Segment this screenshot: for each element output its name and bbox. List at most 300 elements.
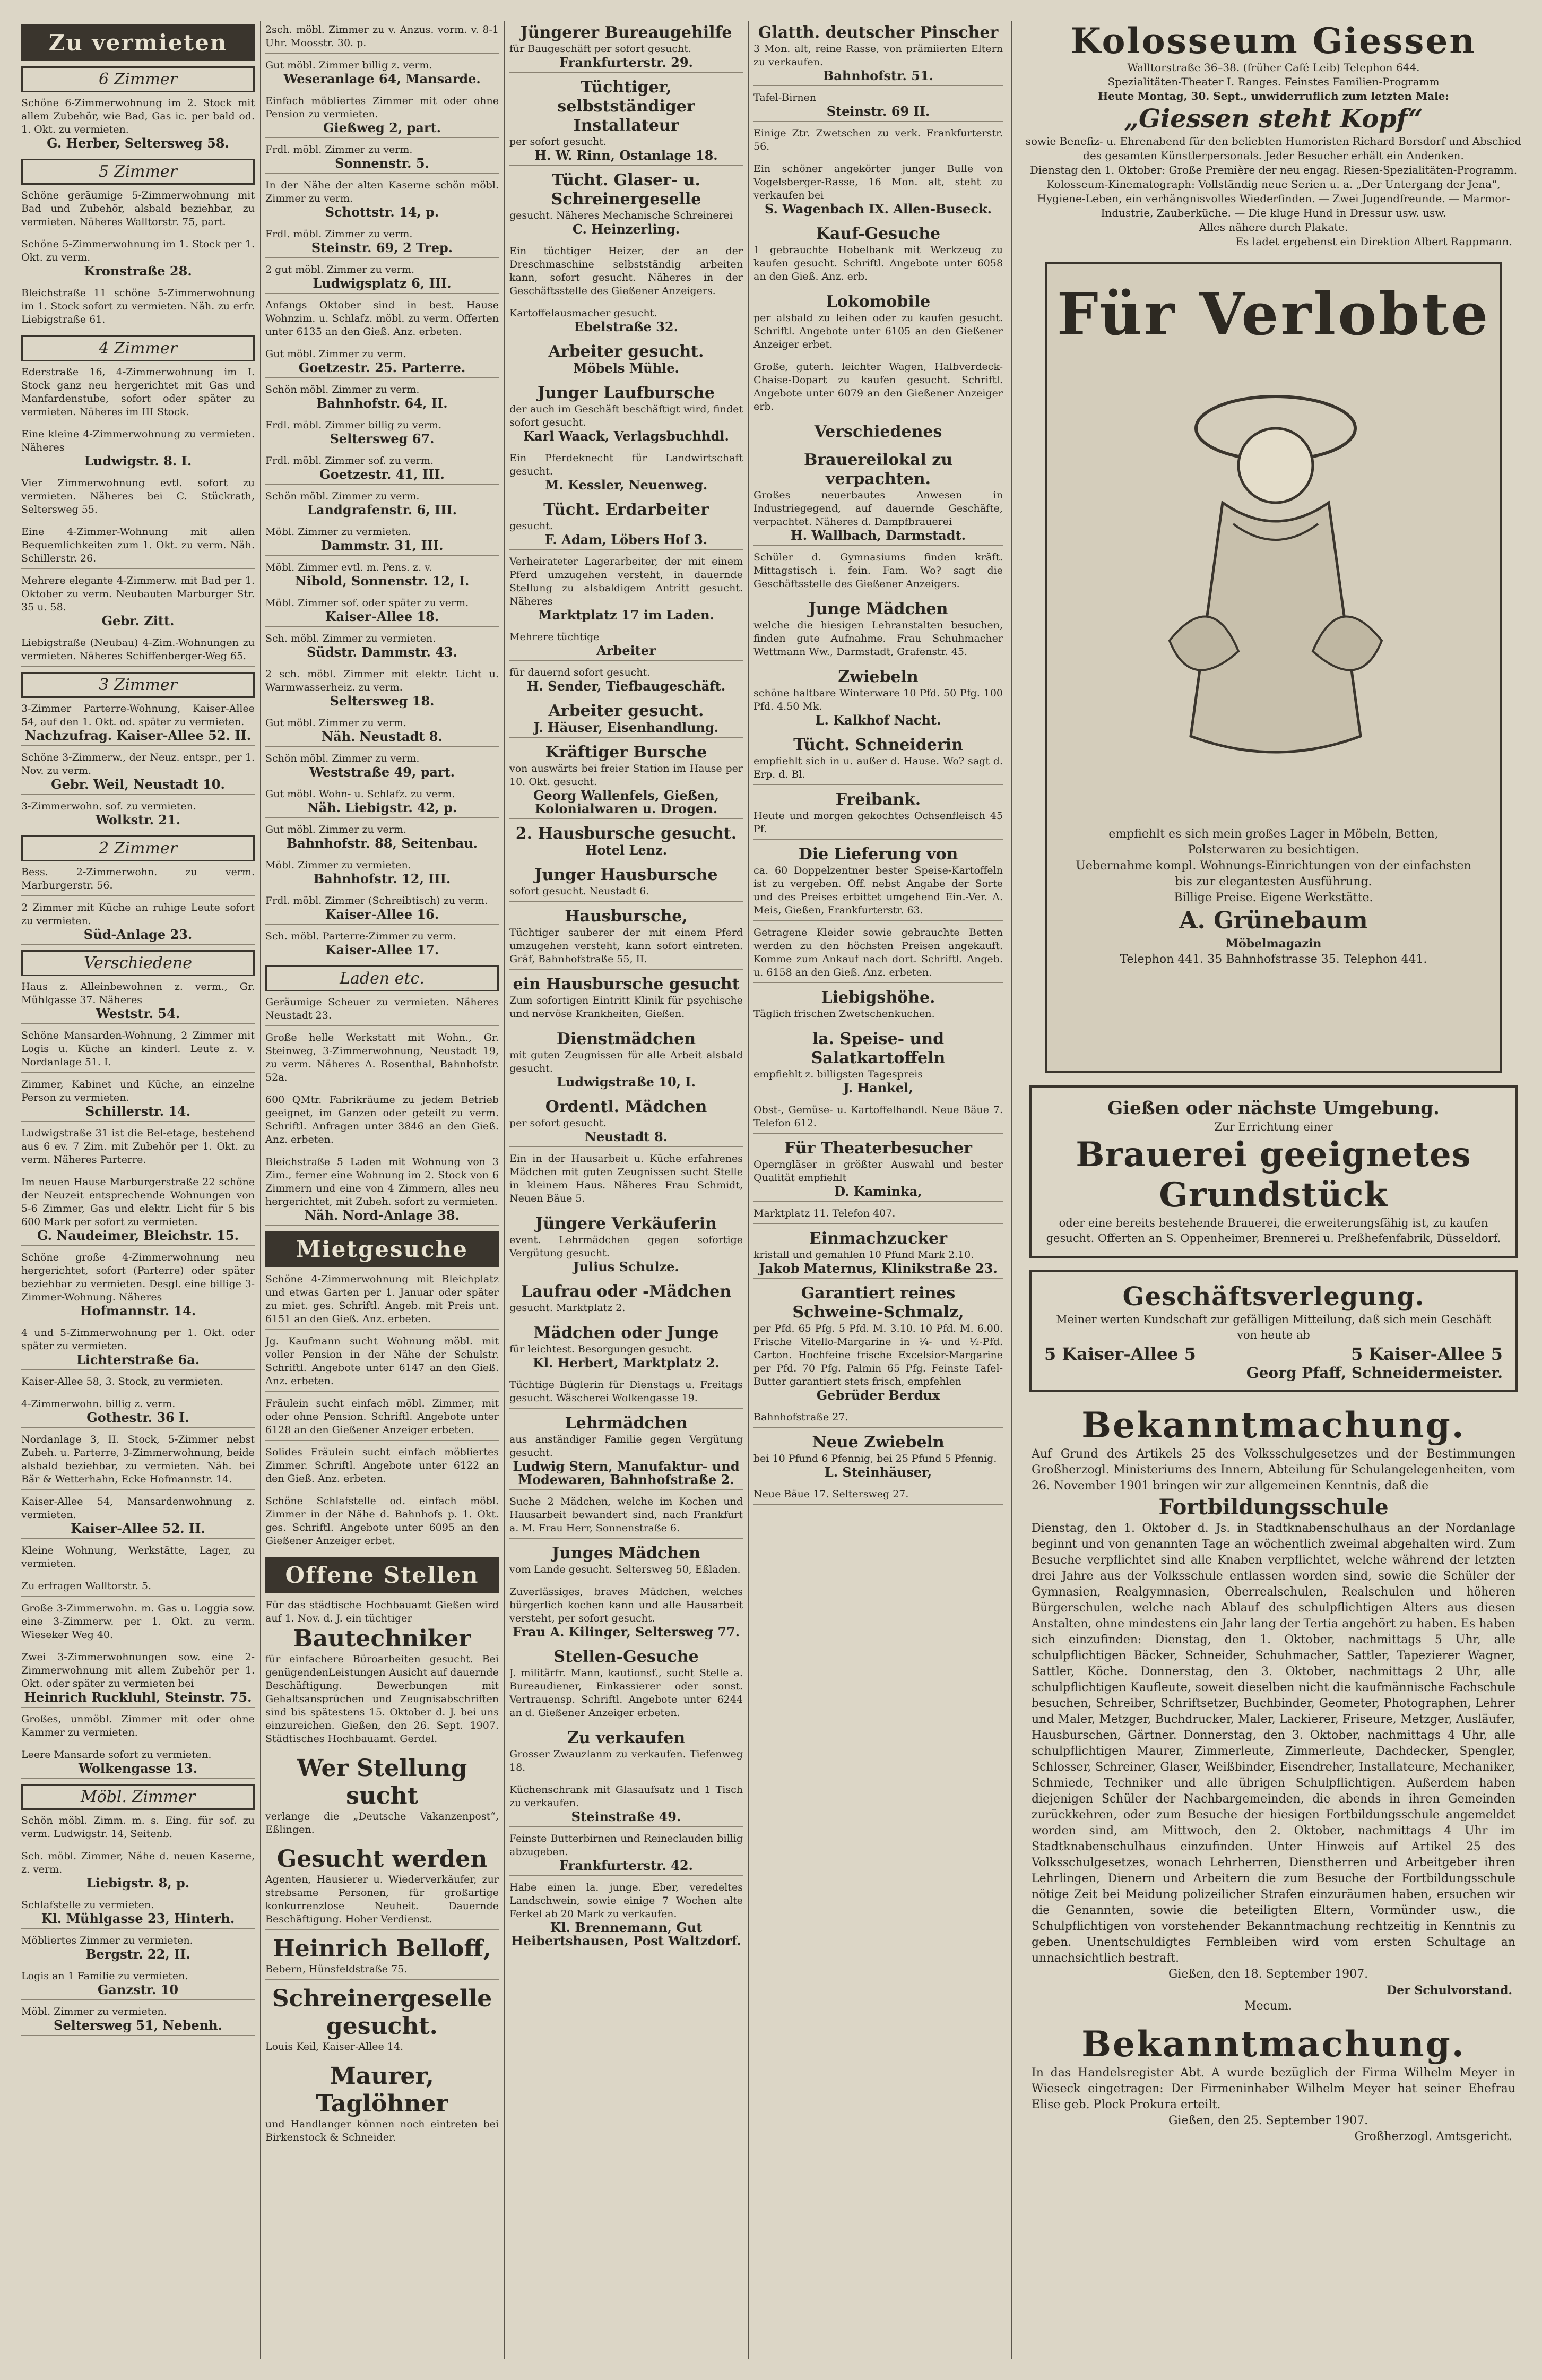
classified-ad [265, 454, 499, 485]
kolosseum-ad [1024, 21, 1523, 249]
ad-signature: D. Kaminka, [834, 1184, 922, 1199]
ad-text: Operngläser in größter Auswahl und bester Qualität empfiehlt [753, 1159, 1003, 1184]
ad-signature: Nachzufrag. Kaiser-Allee 52. II. [24, 728, 252, 743]
verlobte-text2: Uebernahme kompl. Wohnungs-Einrichtungen von der einfachsten bis zur elegantesten Ausführung. [1076, 859, 1471, 889]
ad-signature: Frankfurterstr. 42. [559, 1858, 693, 1873]
ad-headline: Schreinergeselle gesucht. [272, 1985, 492, 2040]
ad-headline: Wer Stellung sucht [297, 1755, 467, 1809]
classified-ad [265, 179, 499, 222]
kolosseum-sign: Es ladet ergebenst ein Direktion Albert Rappmann. [1235, 235, 1512, 248]
classified-ad [21, 1176, 255, 1246]
ad-signature: Steinstr. 69, 2 Trep. [311, 240, 453, 255]
classified-ad [509, 307, 743, 337]
classified-ad [753, 668, 1003, 730]
ad-heading: Zwiebeln [838, 668, 919, 686]
ad-signature: Karl Waack, Verlagsbuchhdl. [523, 428, 729, 444]
ad-text: Ein Pferdeknecht für Landwirtschaft gesucht. [509, 452, 743, 477]
verlobte-text3: Billige Preise. Eigene Werkstätte. [1174, 891, 1373, 904]
ad-text: Eine kleine 4-Zimmerwohnung zu vermieten. Näheres [21, 428, 255, 453]
ad-text: für Baugeschäft per sofort gesucht. [509, 43, 691, 55]
ad-text: 3 Mon. alt, reine Rasse, von prämiierten Eltern zu verkaufen. [753, 43, 1003, 68]
ad-text: Bahnhofstraße 27. [753, 1411, 848, 1423]
ad-text: Küchenschrank mit Glasaufsatz und 1 Tisch zu verkaufen. [509, 1784, 743, 1809]
ad-text: event. Lehrmädchen gegen sofortige Vergütung gesucht. [509, 1234, 743, 1259]
ad-text: für dauernd sofort gesucht. [509, 667, 651, 678]
ad-text: Frdl. möbl. Zimmer zu verm. [265, 228, 413, 240]
ad-tail: Agenten, Hausierer u. Wiederverkäufer, zur strebsame Personen, für großartige konkurrenzlose Neuheit. Dauernde Beschäftigung. Hoher Verdienst. [265, 1874, 499, 1925]
verlobte-title: Für Verlobte [1056, 280, 1491, 348]
classified-ad [265, 668, 499, 711]
ad-text: Möbliertes Zimmer zu vermieten. [21, 1935, 193, 1946]
classified-ad [265, 823, 499, 853]
ad-signature: Näh. Nord-Anlage 38. [305, 1208, 460, 1223]
classified-ad [265, 143, 499, 174]
ad-text: Geräumige Scheuer zu vermieten. Näheres Neustadt 23. [265, 996, 499, 1021]
ad-signature: Heinrich Ruckluhl, Steinstr. 75. [24, 1689, 252, 1705]
ad-text: Schüler d. Gymnasiums finden kräft. Mittagstisch i. fein. Fam. Wo? sagt die Geschäftsstelle des Gießener Anzeigers. [753, 551, 1003, 590]
ad-text: Tüchtiger sauberer der mit einem Pferd umzugehen versteht, kann sofort eintreten. Gräf, Bahnhofstraße 55, II. [509, 927, 743, 965]
classified-ad [509, 1783, 743, 1827]
section-title: 3 Zimmer [21, 672, 255, 698]
ad-text: welche die hiesigen Lehranstalten besuchen, finden gute Aufnahme. Frau Schuhmacher Wettmann Ww., Darmstadt, Grafenstr. 45. [753, 619, 1003, 658]
ad-signature: Nibold, Sonnenstr. 12, I. [294, 573, 470, 589]
classified-ad [509, 824, 743, 860]
ad-heading: Tücht. Glaser- u. Schreinergeselle [551, 171, 701, 209]
ad-text: sofort gesucht. Neustadt 6. [509, 885, 649, 897]
ad-signature: Näh. Neustadt 8. [322, 729, 443, 744]
ad-heading: 2. Hausbursche gesucht. [515, 824, 737, 843]
verlegung-ad [1029, 1270, 1518, 1392]
ad-signature: S. Wagenbach IX. Allen-Buseck. [764, 201, 992, 217]
bek1-sign2: Mecum. [1244, 1999, 1292, 2013]
ad-text: Einige Ztr. Zwetschen zu verk. Frankfurterstr. 56. [753, 127, 1003, 152]
ad-text: Möbl. Zimmer evtl. m. Pens. z. v. [265, 562, 432, 573]
classified-ad [509, 1881, 743, 1951]
classified-ad [509, 743, 743, 819]
ad-text: gesucht. Näheres Mechanische Schreinerei [509, 210, 733, 221]
ad-text: 3-Zimmerwohn. sof. zu vermieten. [21, 800, 196, 812]
ad-text: Haus z. Alleinbewohnen z. verm., Gr. Mühlgasse 37. Näheres [21, 981, 255, 1006]
classified-ad [753, 1103, 1003, 1134]
column-rule [748, 21, 749, 2359]
section-title: 2 Zimmer [21, 835, 255, 861]
classified-ad [753, 845, 1003, 921]
classified-ad [21, 189, 255, 232]
verlegung-text: Meiner werten Kundschaft zur gefälligen Mitteilung, daß sich mein Geschäft von heute ab [1056, 1313, 1491, 1341]
ad-text: Kaiser-Allee 58, 3. Stock, zu vermieten. [21, 1376, 224, 1387]
ad-signature: Ludwigsplatz 6, III. [313, 275, 452, 291]
ad-text: Suche 2 Mädchen, welche im Kochen und Hausarbeit bewandert sind, nach Frankfurt a. M. Frau Herr, Sonnenstraße 6. [509, 1496, 743, 1534]
classified-ad [753, 1207, 1003, 1224]
bek2-body: In das Handelsregister Abt. A wurde bezüglich der Firma Wilhelm Meyer in Wieseck eingetragen: Der Firmeninhaber Wilhelm Meyer hat seiner Ehefrau Elise geb. Plock Prokura erteilt. [1032, 2066, 1515, 2111]
ad-signature: J. Hankel, [843, 1080, 913, 1096]
ad-text: Ein schöner angekörter junger Bulle von Vogelsberger-Rasse, 16 Mon. alt, steht zu verkaufen bei [753, 163, 1003, 201]
ad-text: Bleichstraße 11 schöne 5-Zimmerwohnung im 1. Stock sofort zu vermieten. Näh. zu erfr. Liebigstraße 61. [21, 287, 255, 325]
ad-signature: Gebr. Weil, Neustadt 10. [51, 777, 225, 792]
ad-signature: Gebrüder Berdux [816, 1387, 940, 1403]
column-4 [753, 21, 1003, 2359]
ad-text: ca. 60 Doppelzentner bester Speise-Kartoffeln ist zu vergeben. Off. nebst Angabe der Sorte und des Preises erbittet umgehend Ein.-Ver. A. Meis, Gießen, Frankfurterstr. 63. [753, 865, 1003, 916]
ad-text: Sch. möbl. Zimmer, Nähe d. neuen Kaserne, z. verm. [21, 1850, 255, 1875]
ad-signature: Kaiser-Allee 16. [325, 907, 439, 922]
classified-ad [265, 2063, 499, 2148]
ad-text: Sch. möbl. Zimmer zu vermieten. [265, 633, 436, 644]
ad-signature: F. Adam, Löbers Hof 3. [544, 532, 708, 547]
ad-heading: Arbeiter gesucht. [548, 342, 704, 361]
classified-ad [753, 23, 1003, 86]
ad-text: Gut möbl. Wohn- u. Schlafz. zu verm. [265, 788, 455, 800]
classified-ad [265, 299, 499, 342]
classified-ad [21, 1934, 255, 1964]
classified-ad [753, 551, 1003, 594]
classified-ad [265, 490, 499, 520]
bek1-sub: Fortbildungsschule [1158, 1495, 1389, 1520]
classified-ad [21, 1850, 255, 1893]
classified-ad [753, 162, 1003, 219]
classified-ad [753, 451, 1003, 546]
classified-ad [265, 419, 499, 449]
classified-ad [265, 228, 499, 258]
classified-ad [265, 1031, 499, 1088]
classified-ad [21, 1398, 255, 1428]
classified-ad [265, 752, 499, 782]
ad-text: Feinste Butterbirnen und Reineclauden billig abzugeben. [509, 1833, 743, 1858]
ad-text: Tafel-Birnen [753, 92, 817, 104]
ad-text: 4 und 5-Zimmerwohnung per 1. Okt. oder später zu vermieten. [21, 1327, 255, 1352]
ad-text: Schöne 3-Zimmerw., der Neuz. entspr., per 1. Nov. zu verm. [21, 752, 255, 777]
ad-signature: Bahnhofstr. 88, Seitenbau. [286, 835, 478, 851]
classified-ad [265, 1273, 499, 1330]
ad-text: Möbl. Zimmer sof. oder später zu verm. [265, 597, 469, 609]
classified-ad [509, 1648, 743, 1723]
section-title: 5 Zimmer [21, 159, 255, 185]
ad-text: Heute und morgen gekochtes Ochsenfleisch 45 Pf. [753, 810, 1003, 835]
ad-text: 2 sch. möbl. Zimmer mit elektr. Licht u. Warmwasserheiz. zu verm. [265, 668, 499, 693]
ad-text: Nordanlage 3, II. Stock, 5-Zimmer nebst Zubeh. u. Parterre, 3-Zimmerwohnung, beide alsbald beziehbar, zu vermieten. Näh. bei Bär & Wetterhahn, Ecke Hofmannstr. 14. [21, 1434, 255, 1485]
ad-text: Ederstraße 16, 4-Zimmerwohnung im I. Stock ganz neu hergerichtet mit Gas und Manfardenstube, sofort oder später zu vermieten. Näheres im III Stock. [21, 366, 255, 418]
ad-heading: ein Hausbursche gesucht [513, 975, 740, 994]
ad-heading: Laufrau oder -Mädchen [521, 1282, 732, 1301]
ad-text: 1 gebrauchte Hobelbank mit Werkzeug zu kaufen gesucht. Schriftl. Angebote unter 6058 an den Gieß. Anz. erb. [753, 244, 1003, 282]
ad-signature: J. Häuser, Eisenhandlung. [533, 720, 719, 735]
bek1-body: Dienstag, den 1. Oktober d. Js. in Stadtknabenschulhaus an der Nordanlage beginnt und von genannten Tage an wöchentlich zweimal abgehalten wird. Zum Besuche verpflichtet sind alle Knaben verpflichtet, welche während der letzten drei Jahre aus der Volksschule entlassen worden sind, sowie die Schüler der Gymnasien, Realgymnasien, Oberrealschulen, Realschulen und höheren Bürgerschulen, welche nach Ablauf des schulpflichtigen Alters aus diesen Anstalten, ohne mindestens ein Jahr lang der Tertia angehört zu haben. Es haben sich einzufinden: Dienstag, den 1. Oktober, nachmittags 5 Uhr, alle schulpflichtigen Bäcker, Schneider, Schuhmacher, Sattler, Tapezierer Wagner, Sattler, Köche. Donnerstag, den 3. Oktober, nachmittags 2 Uhr, alle schulpflichtigen Kaufleute, soweit dieselben nicht die kaufmännische Fachschule besuchen, Schreiber, Schriftsetzer, Buchbinder, Geometer, Photographen, Lehrer und Maler, Metzger, Buchdrucker, Maler, Lackierer, Friseure, Metzger, Ausläufer, Hausburschen, Gärtner. Donnerstag, den 3. Oktober, nachmittags 4 Uhr, alle schulpflichtigen Maurer, Zimmerleute, Zimmerleute, Dachdecker, Spengler, Schlosser, Schreiner, Glaser, Weißbinder, Eisendreher, Installateure, Mechaniker, Schmiede, Techniker und alle übrigen Schulpflichtigen. Außerdem haben diejenigen Schüler der Nachbargemeinden, die abends in ihren Gemeinden zurückkehren, oder zum Besuche der hiesigen Fortbildungsschule angemeldet worden sind, am Mittwoch, den 2. Oktober, nachmittags 4 Uhr im Stadtknabenschulhaus einzufinden. Unter Hinweis auf Artikel 25 des Volksschulgesetzes, wonach Lehrherren, Dienstherren und Arbeitgeber ihren Lehrlingen, Dienern und Arbeitern die zum Besuche der Fortbildungsschule nötige Zeit bei Meidung polizeilicher Strafen einzuräumen haben, ersuchen wir die Genannten, sowie die beteiligten Eltern, Vormünder usw., die Schulpflichtigen von vorstehender Bekanntmachung rechtzeitig in Kenntnis zu geben. Unentschuldigtes Fernbleiben wird vom ersten Schultage an unnachsichtlich bestraft. [1032, 1522, 1515, 1965]
ad-text: Möbl. Zimmer zu vermieten. [21, 2006, 167, 2017]
classified-ad [21, 366, 255, 422]
lady-illustration [1159, 365, 1392, 789]
classified-ad [265, 717, 499, 747]
column-5 [1024, 21, 1523, 2359]
classified-ad [509, 866, 743, 902]
section-title: 4 Zimmer [21, 335, 255, 361]
section-title: 6 Zimmer [21, 66, 255, 92]
classified-ad [509, 23, 743, 73]
ad-heading: Tücht. Erdarbeiter [543, 501, 709, 519]
classified-ad [21, 800, 255, 830]
ad-text: 2sch. möbl. Zimmer zu v. Anzus. vorm. v. 8-1 Uhr. Moosstr. 30. p. [265, 24, 499, 49]
ad-text: bei 10 Pfund 6 Pfennig, bei 25 Pfund 5 Pfennig. [753, 1453, 997, 1464]
ad-text: Schöne 6-Zimmerwohnung im 2. Stock mit allem Zubehör, wie Bad, Gas ic. per bald od. 1. Okt. zu vermieten. [21, 97, 255, 135]
classified-ad [265, 525, 499, 556]
classified-ad [509, 1282, 743, 1318]
ad-signature: Goetzestr. 25. Parterre. [298, 360, 466, 375]
verlobte-brand-sub: Möbelmagazin [1225, 937, 1322, 951]
ad-signature: Bahnhofstr. 51. [822, 68, 934, 83]
classified-ad [21, 1713, 255, 1743]
ad-text: Möbl. Zimmer zu vermieten. [265, 526, 411, 538]
ad-signature: L. Kalkhof Nacht. [815, 712, 941, 728]
ad-signature: Bergstr. 22, II. [85, 1946, 190, 1962]
verlegung-name: Georg Pfaff, Schneidermeister. [1246, 1364, 1503, 1382]
ad-text: Sch. möbl. Parterre-Zimmer zu verm. [265, 930, 456, 942]
ad-text: Gut möbl. Zimmer zu verm. [265, 348, 406, 360]
ad-text: Schön möbl. Zimmer zu verm. [265, 384, 420, 395]
classified-ad [21, 1375, 255, 1392]
ad-signature: Steinstr. 69 II. [826, 104, 930, 119]
classified-ad [21, 866, 255, 896]
classified-ad [753, 292, 1003, 355]
ad-heading: Garantiert reines Schweine-Schmalz, [792, 1284, 964, 1322]
classified-ad [265, 383, 499, 413]
ad-text: Schön möbl. Zimm. m. s. Eing. für sof. zu verm. Ludwigstr. 14, Seitenb. [21, 1815, 255, 1840]
ad-heading: Junges Mädchen [552, 1544, 700, 1563]
ad-signature: Schottstr. 14, p. [325, 204, 439, 220]
ad-text: Schöne 4-Zimmerwohnung mit Bleichplatz und etwas Garten per 1. Januar oder später zu miet. ges. Schriftl. Angeb. mit Preis unt. 6151 an den Gieß. Anz. erbeten. [265, 1273, 499, 1325]
classified-ad [753, 790, 1003, 840]
ad-heading: Kräftiger Bursche [545, 743, 707, 762]
ad-heading: Junger Laufbursche [537, 384, 715, 402]
classified-ad [265, 1155, 499, 1226]
ad-signature: Ganzstr. 10 [97, 1982, 179, 1997]
ad-text: Liebigstraße (Neubau) 4-Zim.-Wohnungen zu vermieten. Näheres Schiffenberger-Weg 65. [21, 637, 255, 662]
ad-signature: Weststr. 54. [96, 1006, 180, 1021]
section-title: Möbl. Zimmer [21, 1784, 255, 1810]
ad-text: Tüchtige Büglerin für Dienstags u. Freitags gesucht. Wäscherei Wolkengasse 19. [509, 1379, 743, 1404]
classified-ad [509, 1324, 743, 1373]
section-title: Laden etc. [265, 965, 499, 991]
kolosseum-line5: Alles nähere durch Plakate. [1199, 221, 1348, 234]
classified-ad [753, 1411, 1003, 1428]
classified-ad [265, 1935, 499, 1980]
classified-ad [265, 597, 499, 627]
ad-text: Schöne große 4-Zimmerwohnung neu hergerichtet, sofort (Parterre) oder später beziehbar zu vermieten. Desgl. eine billige 3-Zimmer-Wohnung. Näheres [21, 1252, 255, 1303]
ad-text: von auswärts bei freier Station im Hause per 10. Okt. gesucht. [509, 763, 743, 788]
ad-text: Habe einen la. junge. Eber, veredeltes Landschwein, sowie einige 7 Wochen alte Ferkel ab 20 Mark zu verkaufen. [509, 1882, 743, 1920]
section-title: Verschiedene [21, 950, 255, 976]
verlobte-ad [1045, 262, 1502, 1073]
ad-text: kristall und gemahlen 10 Pfund Mark 2.10. [753, 1249, 974, 1261]
classified-ad [509, 384, 743, 446]
column-1 [21, 21, 255, 2359]
classified-ad [265, 996, 499, 1026]
ad-signature: Ludwig Stern, Manufaktur- und Modewaren, Bahnhofstraße 2. [513, 1459, 740, 1487]
ad-signature: Marktplatz 17 im Laden. [538, 607, 714, 623]
ad-text: gesucht. [509, 520, 553, 532]
ad-heading: Freibank. [835, 790, 921, 809]
ad-text: Gut möbl. Zimmer zu verm. [265, 717, 406, 729]
ad-heading: Dienstmädchen [556, 1030, 696, 1048]
classified-ad [265, 1846, 499, 1930]
classified-ad [753, 1284, 1003, 1405]
classified-ad [265, 348, 499, 378]
ad-heading: Lokomobile [826, 292, 931, 311]
classified-ad [509, 1544, 743, 1580]
ad-text: per sofort gesucht. [509, 1117, 607, 1129]
ad-heading: Tücht. Schneiderin [793, 736, 963, 754]
ad-signature: L. Steinhäuser, [824, 1464, 932, 1480]
classified-ad [509, 1585, 743, 1642]
verlegung-addresses [1044, 1343, 1503, 1365]
classified-ad [265, 94, 499, 138]
ad-signature: Seltersweg 67. [330, 431, 435, 446]
ad-signature: Näh. Liebigstr. 42, p. [307, 800, 457, 815]
ad-signature: Lichterstraße 6a. [76, 1352, 200, 1367]
bek1-intro: Auf Grund des Artikels 25 des Volksschulgesetzes und der Bestimmungen Großherzogl. Ministeriums des Innern, Abteilung für Schulangelegenheiten, vom 26. November 1901 bringen wir zur allgemeinen Kenntnis, daß die [1032, 1447, 1515, 1493]
classified-ad [265, 1495, 499, 1551]
ad-heading: Neue Zwiebeln [812, 1433, 945, 1452]
classified-ad [265, 632, 499, 662]
classified-ad [509, 245, 743, 301]
ad-text: Zum sofortigen Eintritt Klinik für psychische und nervöse Krankheiten, Gießen. [509, 995, 743, 1020]
ad-heading: Lehrmädchen [565, 1414, 688, 1433]
ad-text: Im neuen Hause Marburgerstraße 22 schöne der Neuzeit entsprechende Wohnungen von 5-6 Zimmer, Gas und elektr. Licht für 5 bis 600 Mark per sofort zu vermieten. [21, 1176, 255, 1228]
ad-text: Schöne 5-Zimmerwohnung im 1. Stock per 1. Okt. zu verm. [21, 238, 255, 263]
ad-signature: Georg Wallenfels, Gießen, Kolonialwaren u. Drogen. [533, 788, 720, 816]
ad-heading: Stellen-Gesuche [553, 1648, 699, 1666]
classified-ad [509, 1729, 743, 1778]
bek2-date: Gießen, den 25. September 1907. [1168, 2114, 1368, 2127]
classified-ad [509, 631, 743, 661]
classified-ad [21, 1899, 255, 1929]
bek1-title: Bekanntmachung. [1081, 1404, 1466, 1446]
classified-ad [21, 901, 255, 945]
ad-signature: Bahnhofstr. 64, II. [316, 395, 448, 411]
ad-headline: Gesucht werden [276, 1846, 488, 1873]
ad-heading: la. Speise- und Salatkartoffeln [811, 1030, 946, 1067]
ad-signature: Ludwigstraße 10, I. [556, 1074, 696, 1090]
classified-ad [265, 1093, 499, 1150]
column-rule [504, 21, 505, 2359]
ad-text: Für das städtische Hochbauamt Gießen wird auf 1. Nov. d. J. ein tüchtiger [265, 1599, 499, 1624]
ad-text: Vier Zimmerwohnung evtl. sofort zu vermieten. Näheres bei C. Stückrath, Seltersweg 55. [21, 477, 255, 515]
ad-tail: Bebern, Hünsfeldstraße 75. [265, 1963, 408, 1975]
ad-text: Marktplatz 11. Telefon 407. [753, 1208, 896, 1219]
ad-signature: Ludwigstr. 8. I. [84, 453, 192, 469]
classified-ad [21, 1970, 255, 2000]
kolosseum-slogan: „Giessen steht Kopf“ [1124, 104, 1423, 134]
ad-signature: H. W. Rinn, Ostanlage 18. [534, 148, 718, 163]
classified-ad [509, 1030, 743, 1092]
ad-text: Bleichstraße 5 Laden mit Wohnung von 3 Zim., ferner eine Wohnung im 2. Stock von 6 Zimmern und eine von 4 Zimmern, alles neu hergerichtet, mit Zubeh. sofort zu vermieten. [265, 1156, 499, 1208]
classified-ad [753, 1229, 1003, 1279]
classified-ad [509, 1214, 743, 1277]
ad-text: Schön möbl. Zimmer zu verm. [265, 490, 420, 502]
ad-signature: Wolkengasse 13. [78, 1761, 198, 1776]
classified-ad [21, 1127, 255, 1170]
brauerei-big: Brauerei geeignetes Grundstück [1076, 1135, 1471, 1215]
classified-ad [509, 702, 743, 738]
ad-text: Frdl. möbl. Zimmer sof. zu verm. [265, 455, 434, 467]
ad-text: Mehrere tüchtige [509, 631, 600, 643]
ad-signature: Steinstraße 49. [571, 1809, 681, 1824]
ad-signature: Gothestr. 36 I. [86, 1410, 189, 1425]
ad-heading: Kauf-Gesuche [816, 225, 941, 243]
column-3 [509, 21, 743, 2359]
ad-heading: Einmachzucker [809, 1229, 948, 1248]
ad-text: 4-Zimmerwohn. billig z. verm. [21, 1398, 176, 1410]
ad-signature: Gebr. Zitt. [101, 613, 175, 628]
ad-text: Zuverlässiges, braves Mädchen, welches bürgerlich kochen kann und alle Hausarbeit versteht, per sofort gesucht. [509, 1586, 743, 1624]
ad-signature: Möbels Mühle. [573, 360, 679, 376]
ad-tail: für einfachere Büroarbeiten gesucht. Bei genügendenLeistungen Ausicht auf dauernde Beschäftigung. Bewerbungen mit Gehaltsansprüchen und Zeugnisabschriften sind bis spätestens 15. Oktober d. J. bei uns einzureichen. Gießen, den 26. Sept. 1907. Städtisches Hochbauamt. Gerdel. [265, 1653, 499, 1745]
ad-text: vom Lande gesucht. Seltersweg 50, Eßladen. [509, 1564, 741, 1575]
kolosseum-line1: Spezialitäten-Theater I. Ranges. Feinstes Familien-Programm [1107, 75, 1440, 88]
classified-ad [265, 1335, 499, 1392]
ad-text: Solides Fräulein sucht einfach möbliertes Zimmer. Schriftl. Angebote unter 6122 an den Gieß. Anz. erbeten. [265, 1446, 499, 1485]
ad-headline: Bautechniker [293, 1625, 471, 1652]
ad-text: Grosser Zwauzlanm zu verkaufen. Tiefenweg 18. [509, 1748, 743, 1773]
classified-ad [265, 788, 499, 818]
column-2 [265, 21, 499, 2359]
classified-ad [509, 501, 743, 550]
kolosseum-line4: Dienstag den 1. Oktober: Große Première der neu engag. Riesen-Spezialitäten-Programm. Kolosseum-Kinematograph: Vollständig neue Serien u. a. „Der Untergang der Jena“, Hygiene-Leben, ein verhängnisvolles Wiederfinden. — Zwei Jugendfreunde. — Marmor-Industrie, Zauberküche. — Die kluge Hund in Dressur usw. usw. [1029, 163, 1518, 219]
classified-ad [21, 1078, 255, 1122]
classified-ad [265, 59, 499, 89]
brauerei-ad [1029, 1085, 1518, 1258]
ad-signature: Hofmannstr. 14. [80, 1303, 196, 1318]
ad-signature: Seltersweg 18. [330, 693, 435, 709]
classified-ad [21, 1651, 255, 1708]
classified-ad [265, 23, 499, 54]
ad-heading: Jüngere Verkäuferin [535, 1214, 717, 1233]
ad-headline: Maurer, Taglöhner [316, 2063, 448, 2117]
ad-tail: verlange die „Deutsche Vakanzenpost“, Eßlingen. [265, 1810, 499, 1835]
bekanntmachung-2 [1024, 2023, 1523, 2145]
ad-text: für leichtest. Besorgungen gesucht. [509, 1343, 692, 1355]
classified-ad [265, 1985, 499, 2057]
verlegung-from: 5 Kaiser-Allee 5 [1044, 1344, 1196, 1364]
verlobte-text [1069, 826, 1478, 968]
ad-signature: Südstr. Dammstr. 43. [307, 644, 457, 660]
classified-ad [21, 1814, 255, 1844]
classified-ad [21, 980, 255, 1024]
classified-ad [509, 666, 743, 696]
classified-ad [21, 751, 255, 795]
ad-heading: Ordentl. Mädchen [545, 1098, 707, 1116]
kolosseum-line2: Heute Montag, 30. Sept., unwiderruflich zum letzten Male: [1098, 90, 1449, 102]
ad-signature: Ebelstraße 32. [574, 319, 678, 334]
classified-ad [21, 477, 255, 520]
classified-ad [21, 636, 255, 667]
ad-text: Verheirateter Lagerarbeiter, der mit einem Pferd umzugehen versteht, in dauernde Stellung zu alsbaldigem Antritt gesucht. Näheres [509, 556, 743, 607]
classified-ad [21, 238, 255, 281]
classified-ad [753, 422, 1003, 445]
ad-text: Zimmer, Kabinet und Küche, an einzelne Person zu vermieten. [21, 1079, 255, 1103]
ad-text: der auch im Geschäft beschäftigt wird, findet sofort gesucht. [509, 403, 743, 428]
ad-heading: Für Theaterbesucher [784, 1139, 972, 1158]
ad-text: Täglich frischen Zwetschenkuchen. [753, 1008, 935, 1020]
ad-text: Schlafstelle zu vermieten. [21, 1899, 154, 1911]
ad-signature: Arbeiter [596, 643, 656, 658]
classified-ad [753, 1433, 1003, 1482]
ad-signature: Dammstr. 31, III. [320, 538, 444, 553]
classified-ad [265, 894, 499, 925]
ad-text: aus anständiger Familie gegen Vergütung gesucht. [509, 1434, 743, 1459]
ad-signature: Jakob Maternus, Klinikstraße 23. [759, 1261, 998, 1276]
ad-signature: Wolkstr. 21. [95, 812, 181, 827]
classified-ad [509, 1832, 743, 1876]
kolosseum-line3: sowie Benefiz- u. Ehrenabend für den beliebten Humoristen Richard Borsdorf und Abschied des gesamten Künstlerpersonals. Jeder Besucher erhält ein Andenken. [1025, 135, 1522, 162]
classified-ad [753, 360, 1003, 417]
